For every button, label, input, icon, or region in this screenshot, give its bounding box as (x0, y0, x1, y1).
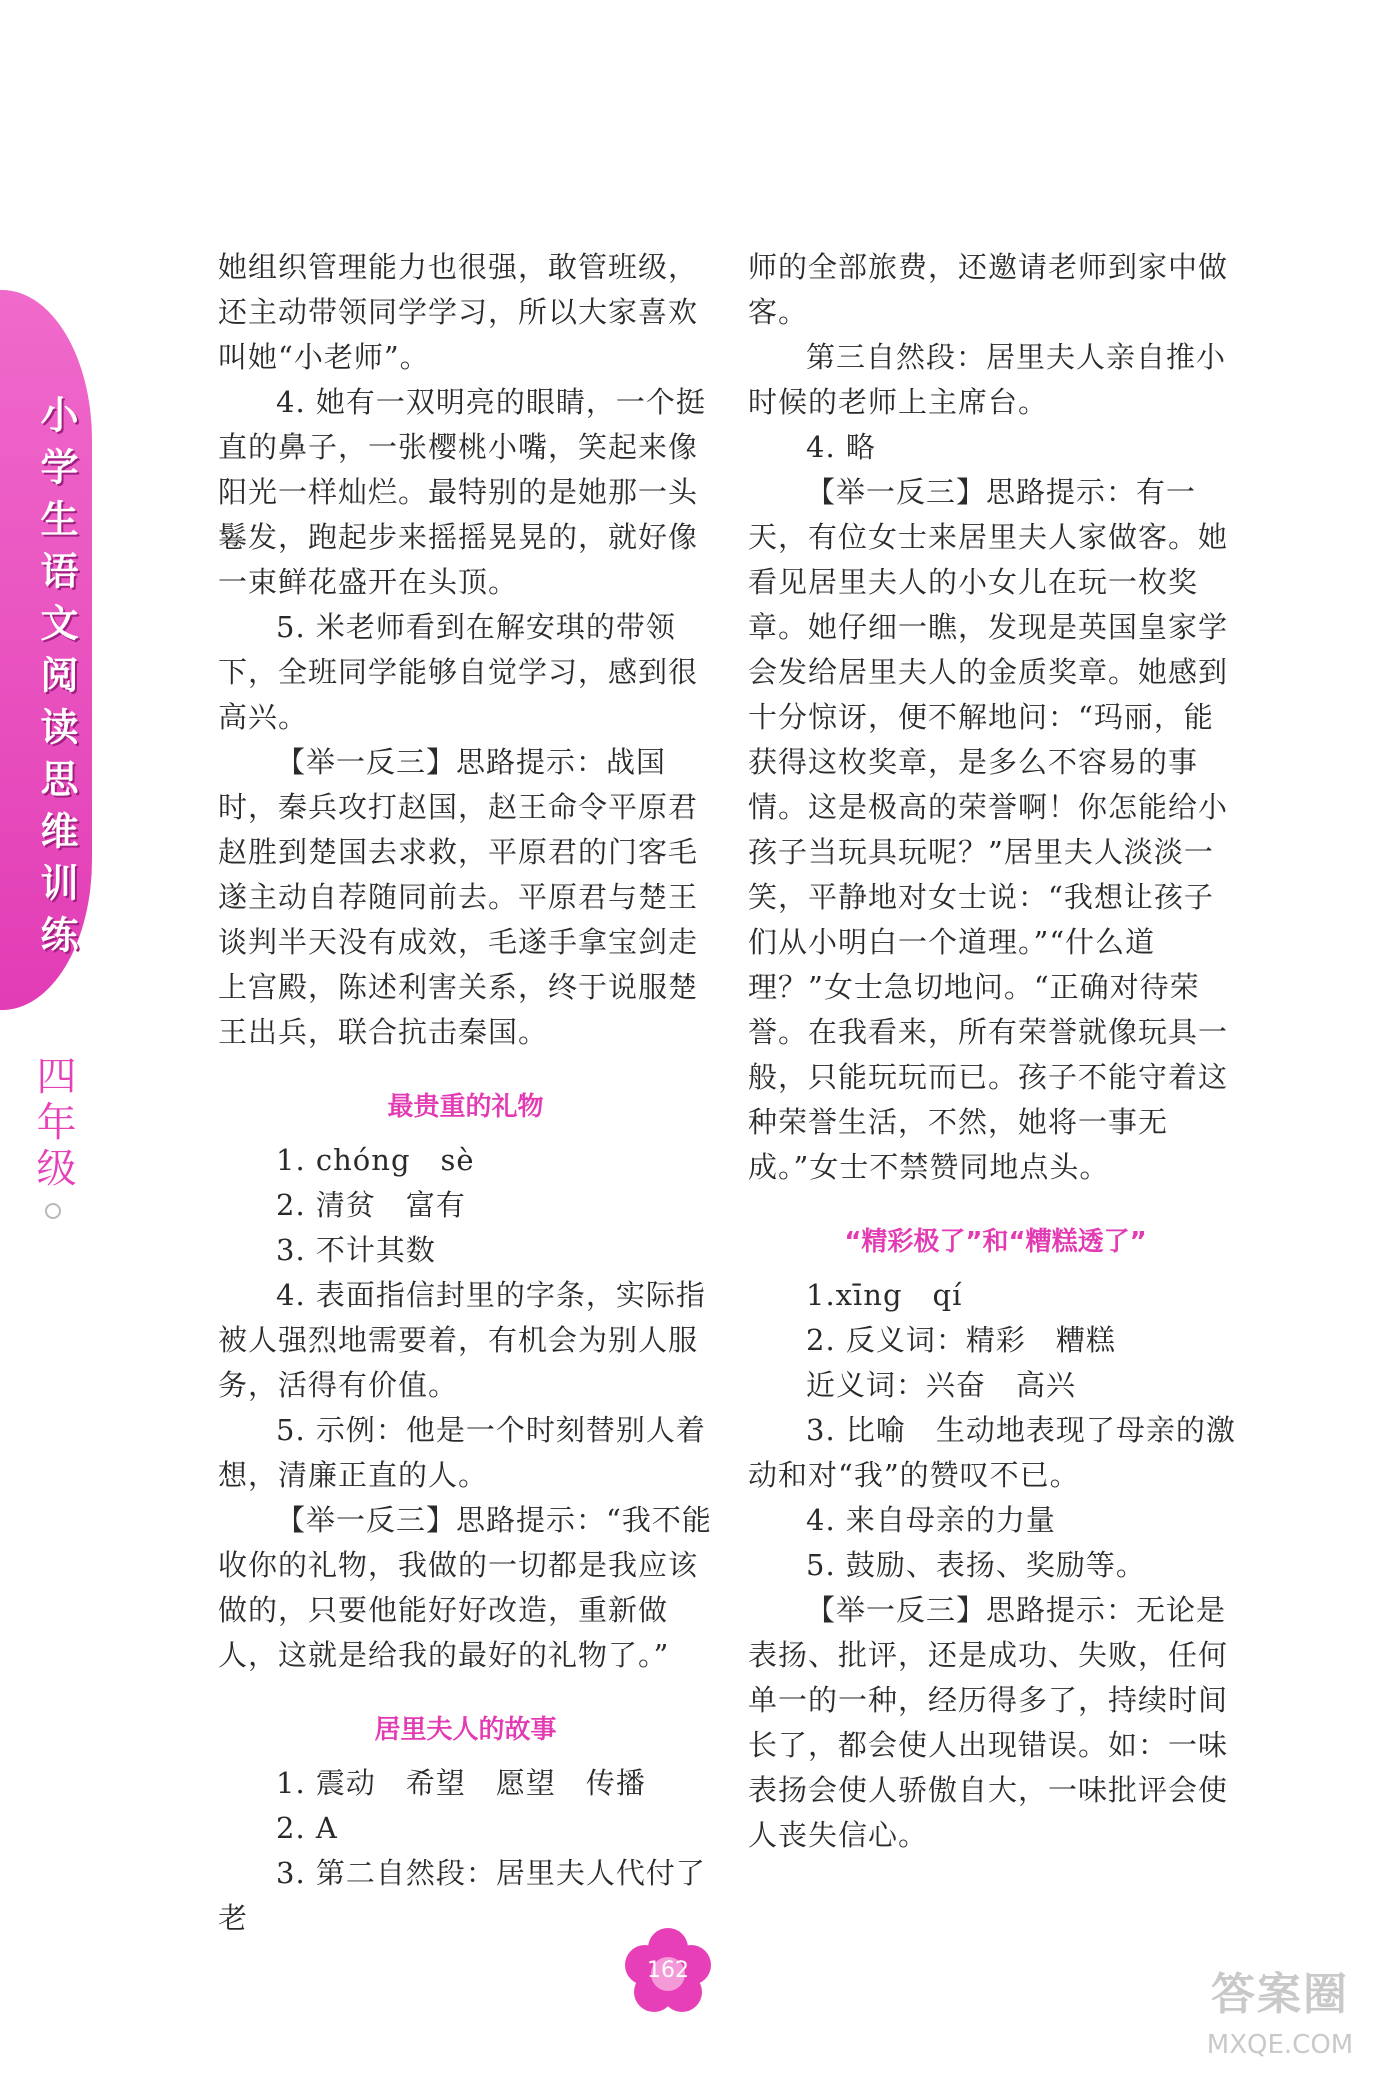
section-gap (218, 1753, 713, 1761)
section-heading: 最贵重的礼物 (387, 1092, 544, 1122)
section-gap (218, 1055, 713, 1085)
answer-paragraph: 4. 略 (806, 430, 876, 464)
watermark-logo: 答案圈 (1211, 1969, 1349, 2020)
answer-paragraph: 3. 不计其数 (276, 1233, 436, 1267)
answer-paragraph: 4. 来自母亲的力量 (806, 1503, 1056, 1537)
page-number: 162 (647, 1958, 689, 1983)
section-gap (748, 1190, 1243, 1220)
answer-paragraph: 2. 清贫 富有 (276, 1188, 466, 1222)
section-gap (218, 1130, 713, 1138)
answer-paragraph: 5. 示例：他是一个时刻替别人着想，清廉正直的人。 (218, 1413, 706, 1492)
answer-paragraph: 2. A (276, 1811, 338, 1845)
watermark-url: MXQE.COM (1206, 2030, 1354, 2060)
answer-paragraph: 1. 震动 希望 愿望 传播 (276, 1766, 646, 1800)
answer-paragraph: 【举一反三】思路提示：无论是表扬、批评，还是成功、失败，任何单一的一种，经历得多了，持续时间长了，都会使人出现错误。如：一味表扬会使人骄傲自大，一味批评会使人丧失信心。 (748, 1593, 1229, 1852)
answer-paragraph: 【举一反三】思路提示：战国时，秦兵攻打赵国，赵王命令平原君赵胜到楚国去求救，平原君的门客毛遂主动自荐随同前去。平原君与楚王谈判半天没有成效，毛遂手拿宝剑走上宫殿，陈述利害关系，终于说服楚王出兵，联合抗击秦国。 (218, 745, 699, 1049)
answer-paragraph: 5. 米老师看到在解安琪的带领下，全班同学能够自觉学习，感到很高兴。 (218, 610, 699, 734)
answer-paragraph: 【举一反三】思路提示：有一天，有位女士来居里夫人家做客。她看见居里夫人的小女儿在玩一枚奖章。她仔细一瞧，发现是英国皇家学会发给居里夫人的金质奖章。她感到十分惊讶，便不解地问：“玛丽，能获得这枚奖章，是多么不容易的事情。这是极高的荣誉啊！你怎能给小孩子当玩具玩呢？”居里夫人淡淡一笑，平静地对女士说：“我想让孩子们从小明白一个道理。”“什么道理？”女士急切地问。“正确对待荣誉。在我看来，所有荣誉就像玩具一般，只能玩玩而已。孩子不能守着这种荣誉生活，不然，她将一事无成。”女士不禁赞同地点头。 (748, 475, 1229, 1184)
answer-paragraph: 2. 反义词：精彩 糟糕 (806, 1323, 1116, 1357)
answer-paragraph: 【举一反三】思路提示：“我不能收你的礼物，我做的一切都是我应该做的，只要他能好好改造，重新做人，这就是给我的最好的礼物了。” (218, 1503, 712, 1672)
answer-paragraph: 第三自然段：居里夫人亲自推小时候的老师上主席台。 (748, 340, 1227, 419)
section-heading: “精彩极了”和“糟糕透了” (844, 1227, 1147, 1257)
section-heading: 居里夫人的故事 (374, 1715, 557, 1745)
answer-paragraph: 4. 她有一双明亮的眼睛，一个挺直的鼻子，一张樱桃小嘴，笑起来像阳光一样灿烂。最特别的是她那一头鬈发，跑起步来摇摇晃晃的，就好像一束鲜花盛开在头顶。 (218, 385, 706, 599)
answer-paragraph: 4. 表面指信封里的字条，实际指被人强烈地需要着，有机会为别人服务，活得有价值。 (218, 1278, 706, 1402)
grade-dot-icon (45, 1203, 61, 1219)
right-column (748, 245, 1243, 1858)
left-column (218, 245, 713, 1941)
answer-paragraph: 5. 鼓励、表扬、奖励等。 (806, 1548, 1146, 1582)
grade-label: 四年级 (30, 1055, 76, 1193)
answer-paragraph: 师的全部旅费，还邀请老师到家中做客。 (748, 250, 1229, 329)
section-gap (218, 1678, 713, 1708)
answer-paragraph: 1.xīng qí (806, 1278, 963, 1312)
answer-paragraph: 3. 比喻 生动地表现了母亲的激动和对“我”的赞叹不已。 (748, 1413, 1236, 1492)
answer-paragraph: 近义词：兴奋 高兴 (806, 1368, 1077, 1402)
answer-paragraph: 她组织管理能力也很强，敢管班级，还主动带领同学学习，所以大家喜欢叫她“小老师”。 (218, 250, 699, 374)
answer-paragraph: 1. chóng sè (276, 1143, 475, 1177)
section-gap (748, 1265, 1243, 1273)
series-title: 小学生语文阅读思维训练 (34, 395, 78, 967)
answer-paragraph: 3. 第二自然段：居里夫人代付了老 (218, 1856, 706, 1935)
